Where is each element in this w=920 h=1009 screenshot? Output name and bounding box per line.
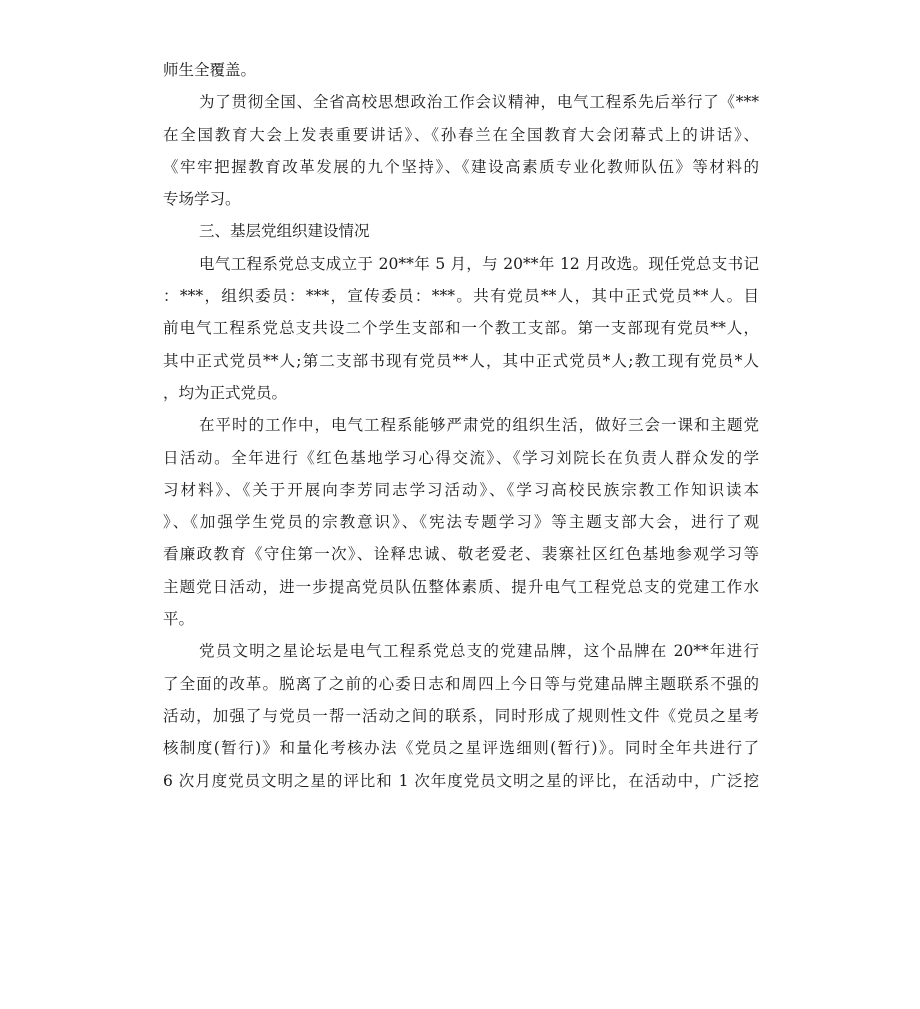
section-heading: 三、基层党组织建设情况: [199, 222, 370, 241]
text-line: 在全国教育大会上发表重要讲话》、《孙春兰在全国教育大会闭幕式上的讲话》、: [163, 125, 759, 144]
text-line: 习材料》、《关于开展向李芳同志学习活动》、《学习高校民族宗教工作知识读本: [163, 480, 759, 499]
text-line: ，均为正式党员。: [163, 383, 288, 402]
text-line: 师生全覆盖。: [163, 61, 257, 79]
text-line: 《牢牢把握教育改革发展的九个坚持》、《建设高素质专业化教师队伍》等材料的: [163, 157, 759, 176]
text-line: 为了贯彻全国、全省高校思想政治工作会议精神，电气工程系先后举行了《***: [199, 93, 759, 112]
text-line: 电气工程系党总支成立于 20**年 5 月，与 20**年 12 月改选。现任党总支书记: [199, 254, 759, 273]
text-line: 专场学习。: [163, 190, 241, 209]
document-body: [163, 54, 759, 797]
text-line: 其中正式党员**人;第二支部书现有党员**人，其中正式党员*人;教工现有党员*人: [163, 351, 759, 370]
text-line: 了全面的改革。脱离了之前的心委日志和周四上今日等与党建品牌主题联系不强的: [163, 674, 759, 693]
text-line: 主题党日活动，进一步提高党员队伍整体素质、提升电气工程党总支的党建工作水: [163, 577, 759, 596]
text-line: 党员文明之星论坛是电气工程系党总支的党建品牌，这个品牌在 20**年进行: [199, 642, 759, 661]
text-line: 前电气工程系党总支共设二个学生支部和一个教工支部。第一支部现有党员**人，: [163, 319, 759, 338]
text-line: 活动，加强了与党员一帮一活动之间的联系，同时形成了规则性文件《党员之星考: [163, 706, 759, 725]
text-line: 6 次月度党员文明之星的评比和 1 次年度党员文明之星的评比，在活动中，广泛挖: [163, 771, 759, 790]
text-line: 日活动。全年进行《红色基地学习心得交流》、《学习刘院长在负责人群众发的学: [163, 448, 759, 467]
text-line: 》、《加强学生党员的宗教意识》、《宪法专题学习》等主题支部大会，进行了观: [163, 513, 759, 532]
text-line: 在平时的工作中，电气工程系能够严肃党的组织生活，做好三会一课和主题党: [199, 416, 759, 435]
text-line: ：***，组织委员：***，宣传委员：***。共有党员**人，其中正式党员**人。目: [163, 287, 759, 306]
text-line: 核制度(暂行)》和量化考核办法《党员之星评选细则(暂行)》。同时全年共进行了: [163, 739, 759, 758]
text-line: 看廉政教育《守住第一次》、诠释忠诚、敬老爱老、裴寨社区红色基地参观学习等: [163, 545, 759, 564]
text-line: 平。: [163, 610, 195, 629]
